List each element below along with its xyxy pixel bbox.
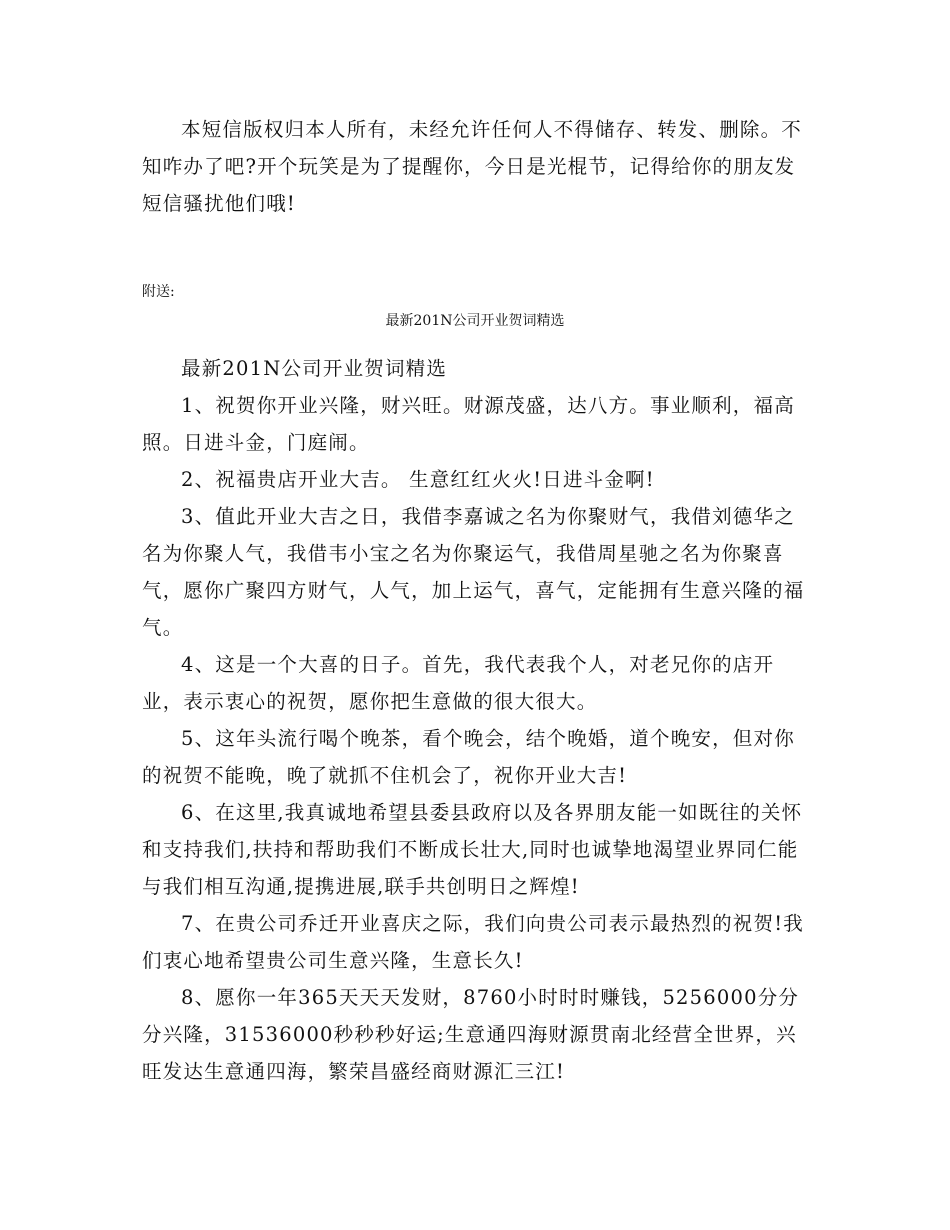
section-title: 最新201N公司开业贺词精选	[385, 313, 565, 329]
intro-paragraph: 本短信版权归本人所有，未经允许任何人不得储存、转发、删除。不知咋办了吧?开个玩笑是为了提醒你，今日是光棍节，记得给你的朋友发短信骚扰他们哦!	[142, 118, 803, 215]
list-item: 1、祝贺你开业兴隆，财兴旺。财源茂盛，达八方。事业顺利，福高照。日进斗金，门庭闹。	[142, 394, 795, 454]
list-item: 8、愿你一年365天天天发财，8760小时时时赚钱，5256000分分分兴隆，31536000秒秒秒好运;生意通四海财源贯南北经营全世界，兴旺发达生意通四海，繁荣昌盛经商财源汇三江!	[142, 986, 800, 1083]
list-item: 2、祝福贵店开业大吉。 生意红红火火!日进斗金啊!	[181, 468, 655, 491]
list-item: 3、值此开业大吉之日，我借李嘉诚之名为你聚财气，我借刘德华之名为你聚人气，我借韦小宝之名为你聚运气，我借周星驰之名为你聚喜气，愿你广聚四方财气，人气，加上运气，喜气，定能拥有生意兴隆的福气。	[142, 505, 805, 639]
appendix-label: 附送:	[142, 284, 175, 300]
list-item: 6、在这里,我真诚地希望县委县政府以及各界朋友能一如既往的关怀和支持我们,扶持和帮助我们不断成长壮大,同时也诚挚地渴望业界同仁能与我们相互沟通,提携进展,联手共创明日之辉煌!	[142, 801, 803, 898]
list-item: 5、这年头流行喝个晚茶，看个晚会，结个晚婚，道个晚安，但对你的祝贺不能晚，晚了就抓不住机会了，祝你开业大吉!	[142, 727, 795, 787]
article-heading: 最新201N公司开业贺词精选	[181, 357, 448, 380]
list-item: 4、这是一个大喜的日子。首先，我代表我个人，对老兄你的店开业，表示衷心的祝贺，愿你把生意做的很大很大。	[142, 653, 775, 713]
list-item: 7、在贵公司乔迁开业喜庆之际，我们向贵公司表示最热烈的祝贺!我们衷心地希望贵公司生意兴隆，生意长久!	[142, 912, 804, 972]
